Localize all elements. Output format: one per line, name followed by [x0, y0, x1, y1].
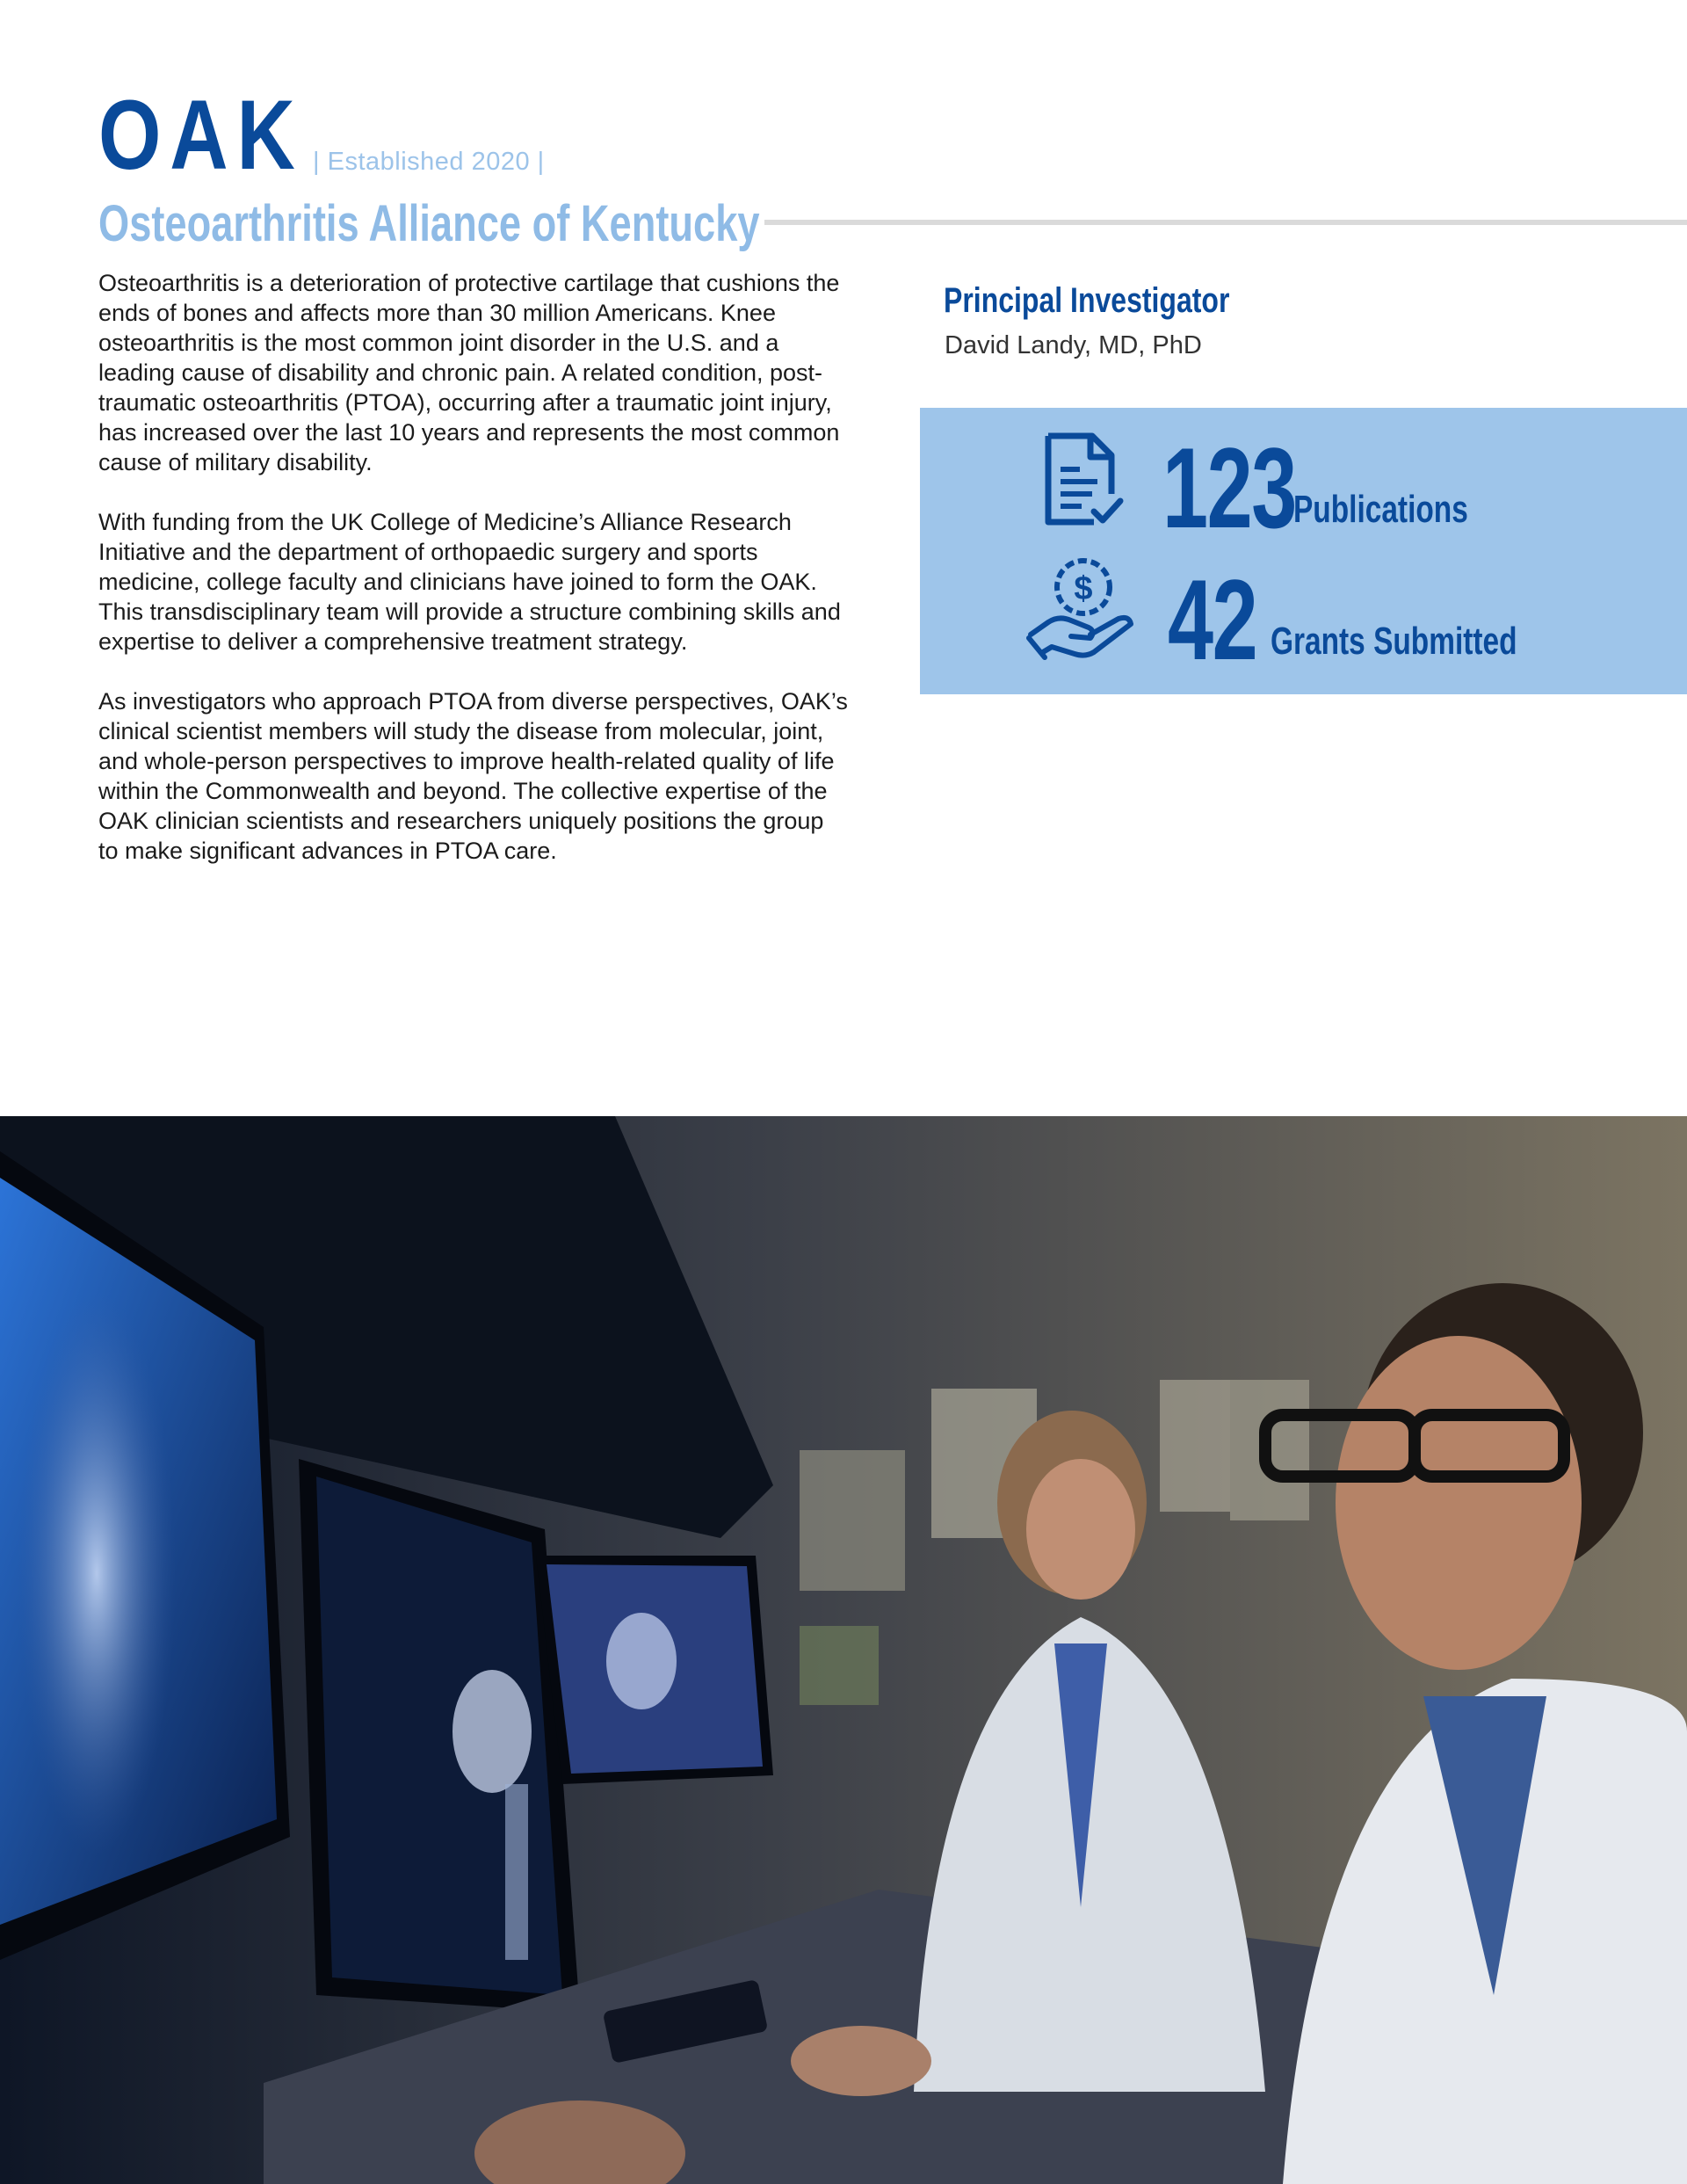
divider-bar-right: | [537, 148, 545, 176]
organization-name: Osteoarthritis Alliance of Kentucky [98, 195, 760, 252]
clinicians-photo [0, 1116, 1687, 2184]
document-check-icon [1041, 431, 1126, 527]
title-rule [764, 220, 1687, 225]
established-text: Established 2020 [327, 148, 531, 176]
investigator-name: David Landy, MD, PhD [945, 331, 1202, 359]
hand-dollar-icon [1025, 554, 1140, 663]
paragraph-3: As investigators who approach PTOA from diverse perspectives, OAK’s clinical scientist members will study the disease from molecular, joint, and whole-person perspectives to improve health-related quality of life within the Commonwealth and beyond. The collective expertise of the OAK clinician scientists and researchers uniquely positions the group to make significant advances in PTOA care. [98, 688, 848, 864]
stats-panel [920, 408, 1687, 694]
grants-label: Grants Submitted [1271, 620, 1517, 663]
publications-count: 123 [1162, 424, 1296, 552]
paragraph-1: Osteoarthritis is a deterioration of protective cartilage that cushions the ends of bones and affects more than 30 million Americans. Knee osteoarthritis is the most common joint disorder in the U.S. and a leading cause of disability and chronic pain. A related condition, post-traumatic osteoarthritis (PTOA), occurring after a traumatic joint injury, has increased over the last 10 years and represents the most common cause of military disability. [98, 270, 840, 475]
investigator-label: Principal Investigator [944, 281, 1230, 320]
grants-count: 42 [1168, 555, 1257, 684]
body-text [98, 268, 850, 896]
paragraph-2: With funding from the UK College of Medicine’s Alliance Research Initiative and the department of orthopaedic surgery and sports medicine, college faculty and clinicians have joined to form the OAK. This transdisciplinary team will provide a structure combining skills and expertise to deliver a comprehensive treatment strategy. [98, 509, 841, 655]
photo-illustration [0, 1116, 1687, 2184]
svg-text:$: $ [1074, 570, 1093, 607]
publications-label: Publications [1293, 488, 1468, 531]
divider-bar-left: | [313, 148, 321, 176]
acronym-title: OAK [98, 80, 304, 190]
established-label [313, 148, 545, 177]
